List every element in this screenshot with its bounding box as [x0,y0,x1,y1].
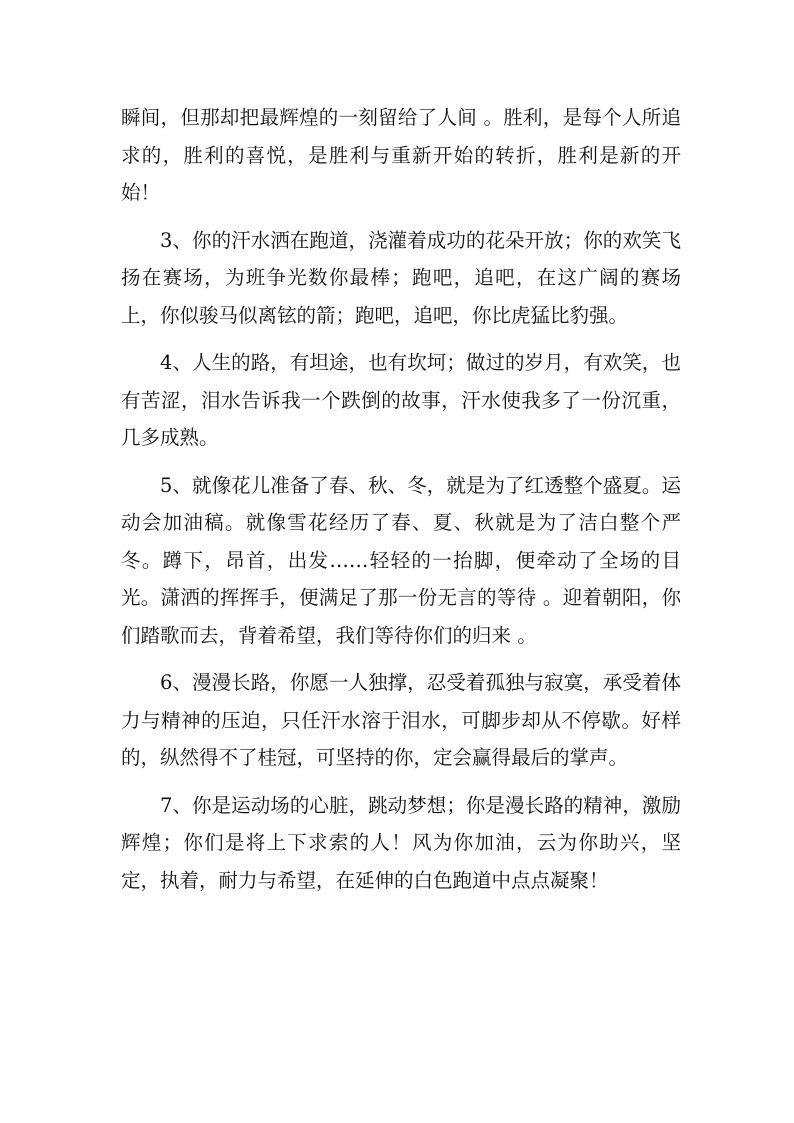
paragraph-item-7: 7、你是运动场的心脏，跳动梦想；你是漫长路的精神，激励辉煌；你们是将上下求索的人！风为你加油，云为你助兴，坚定，执着，耐力与希望，在延伸的白色跑道中点点凝聚！ [121,793,681,892]
paragraph-item-3: 3、你的汗水洒在跑道，浇灌着成功的花朵开放；你的欢笑飞扬在赛场，为班争光数你最棒；跑吧，追吧，在这广阔的赛场上，你似骏马似离铉的箭；跑吧，追吧，你比虎猛比豹强。 [121,228,681,327]
paragraph-item-6: 6、漫漫长路，你愿一人独撑，忍受着孤独与寂寞，承受着体力与精神的压迫，只任汗水溶于泪水，可脚步却从不停歇。好样的，纵然得不了桂冠，可坚持的你，定会赢得最后的掌声。 [121,671,681,769]
paragraph-item-4: 4、人生的路，有坦途，也有坎坷；做过的岁月，有欢笑，也有苦涩，泪水告诉我一个跌倒的故事，汗水使我多了一份沉重，几多成熟。 [121,351,681,449]
paragraph-item-5: 5、就像花儿准备了春、秋、冬，就是为了红透整个盛夏。运动会加油稿。就像雪花经历了春、夏、秋就是为了洁白整个严冬。蹲下，昂首，出发……轻轻的一抬脚，便牵动了全场的目光。潇洒的挥挥手，便满足了那一份无言的等待 。迎着朝阳，你们踏歌而去，背着希望，我们等待你们的归来 。 [121,473,681,647]
paragraph-continuation: 瞬间，但那却把最辉煌的一刻留给了人间 。胜利，是每个人所追求的，胜利的喜悦，是胜利与重新开始的转折，胜利是新的开始！ [121,106,681,204]
document-body [121,99,681,899]
